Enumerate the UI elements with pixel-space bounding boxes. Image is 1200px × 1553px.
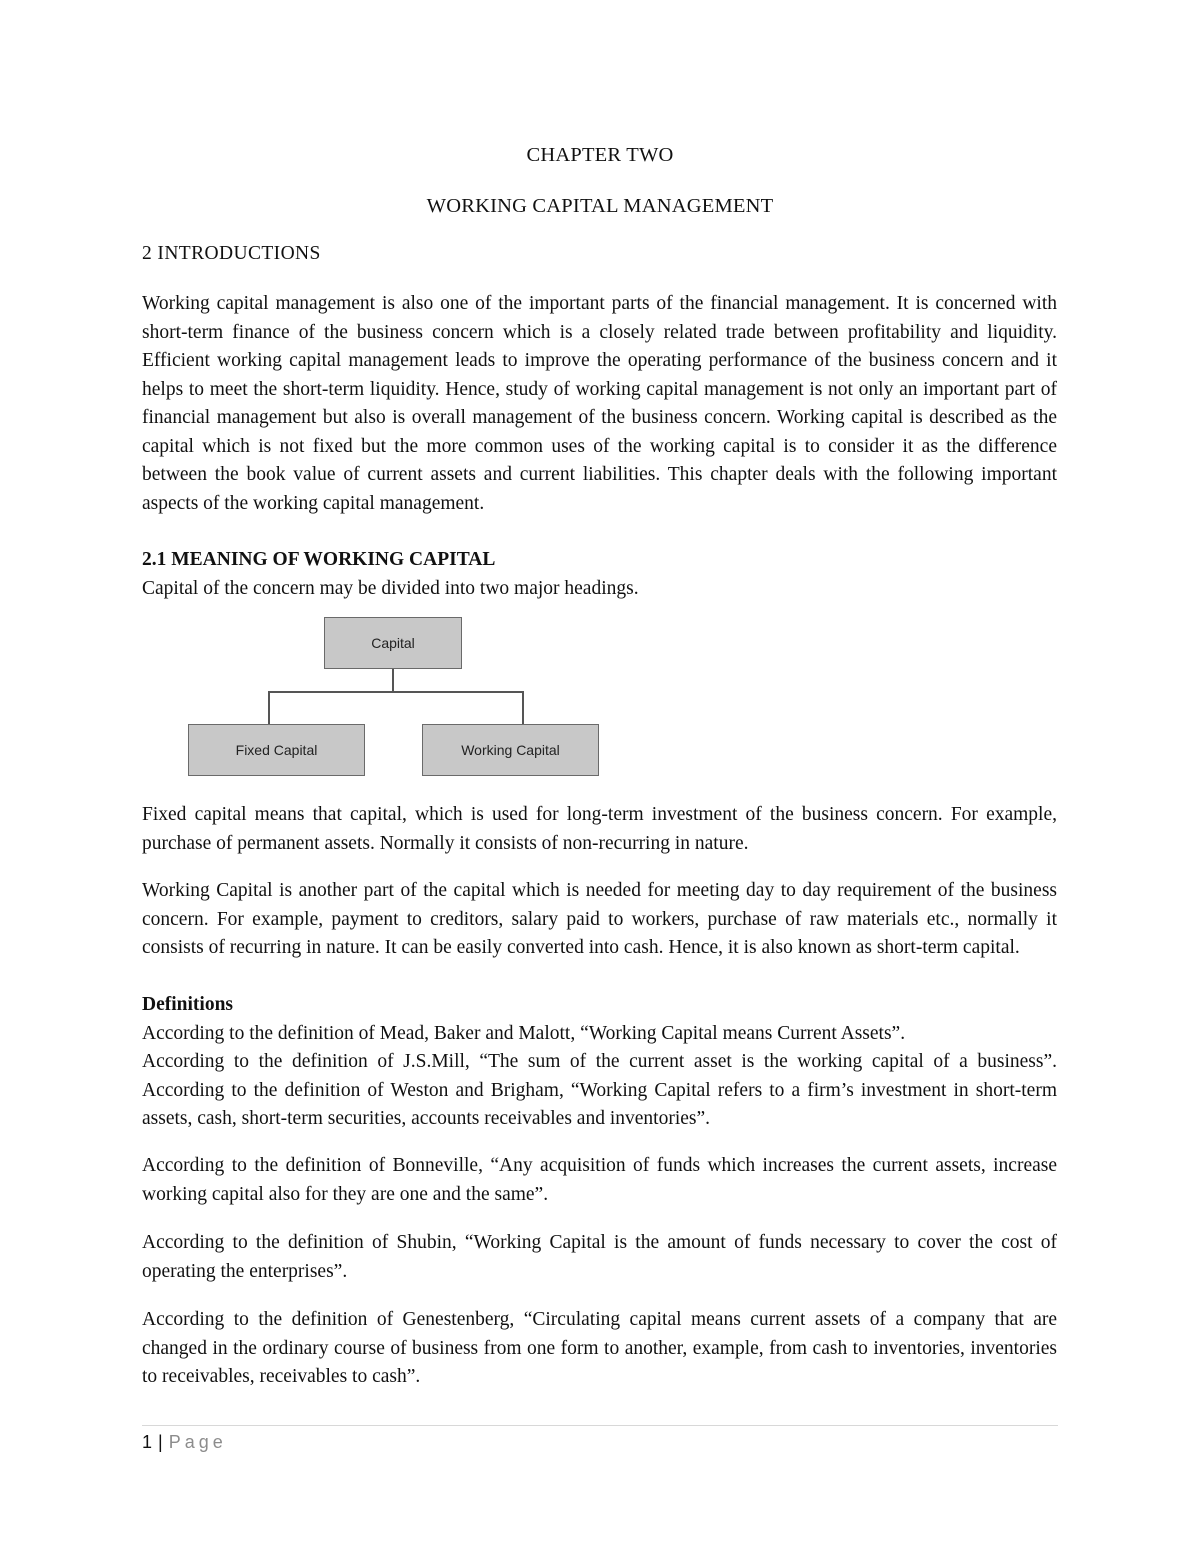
diagram-connector-left (268, 691, 270, 724)
page-label: Page (168, 1432, 227, 1452)
diagram-node-working-capital: Working Capital (422, 724, 599, 776)
intro-paragraph: Working capital management is also one of the important parts of the financial management. It is concerned with short-term finance of the business concern which is a closely related trade between profitability and liquidity. Efficient working capital management leads to improve the operating performance of the business concern and it helps to meet the short-term liquidity. Hence, study of working capital management is not only an important part of financial management but also is overall management of the business concern. Working capital is described as the capital which is not fixed but the more common uses of the working capital is to consider it as the difference between the book value of current assets and current liabilities. This chapter deals with the following important aspects of the working capital management. (142, 293, 1057, 514)
capital-diagram (186, 615, 602, 780)
definition-mill-weston: According to the definition of J.S.Mill, “The sum of the current asset is the working capital of a business”. According to the definition of Weston and Brigham, “Working Capital refers to a firm’s investment in short-term assets, cash, short-term securities, accounts receivables and inventories”. (142, 1051, 1057, 1129)
definition-bonneville: According to the definition of Bonneville, “Any acquisition of funds which increases the current assets, increase working capital also for they are one and the same”. (142, 1155, 1057, 1205)
intro-heading: 2 INTRODUCTIONS (142, 243, 321, 264)
definition-shubin: According to the definition of Shubin, “Working Capital is the amount of funds necessary to cover the cost of operating the enterprises”. (142, 1232, 1057, 1282)
diagram-node-fixed-capital: Fixed Capital (188, 724, 365, 776)
definition-mead: According to the definition of Mead, Baker and Malott, “Working Capital means Current Assets”. (142, 1023, 906, 1044)
footer-separator: | (158, 1432, 163, 1452)
page-number: 1 (142, 1432, 153, 1452)
working-capital-paragraph: Working Capital is another part of the capital which is needed for meeting day to day requirement of the business concern. For example, payment to creditors, salary paid to workers, purchase of raw materials etc., normally it consists of recurring in nature. It can be easily converted into cash. Hence, it is also known as short-term capital. (142, 880, 1057, 958)
diagram-node-capital: Capital (324, 617, 462, 669)
chapter-subtitle: WORKING CAPITAL MANAGEMENT (426, 195, 774, 217)
definition-genestenberg: According to the definition of Genestenberg, “Circulating capital means current assets of a company that are changed in the ordinary course of business from one form to another, example, from cash to inventories, inventories to receivables, receivables to cash”. (142, 1309, 1057, 1387)
meaning-intro: Capital of the concern may be divided into two major headings. (142, 578, 639, 599)
diagram-connector-root (392, 669, 394, 691)
diagram-connector-horizontal (268, 691, 523, 693)
fixed-capital-paragraph: Fixed capital means that capital, which is used for long-term investment of the business concern. For example, purchase of permanent assets. Normally it consists of non-recurring in nature. (142, 804, 1057, 854)
page-footer (142, 1432, 227, 1453)
definitions-heading: Definitions (142, 994, 234, 1015)
meaning-heading: 2.1 MEANING OF WORKING CAPITAL (142, 549, 496, 570)
footer-divider (142, 1425, 1058, 1426)
chapter-title: CHAPTER TWO (526, 144, 674, 166)
diagram-connector-right (522, 691, 524, 724)
